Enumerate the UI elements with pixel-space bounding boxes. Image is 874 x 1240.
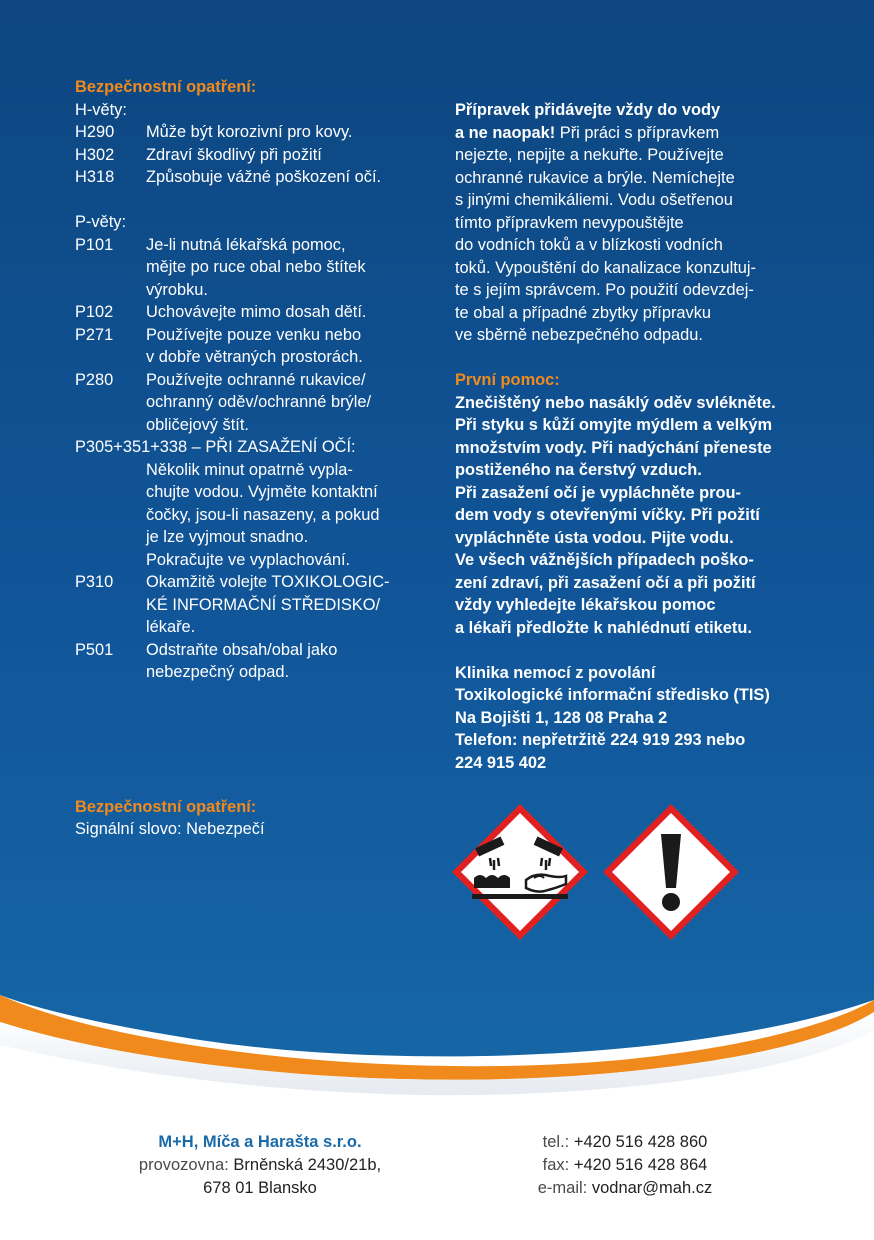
statement-line: lékaře.	[146, 618, 196, 636]
first-aid-line: množstvím vody. Při nadýchání přeneste	[455, 438, 772, 457]
statement-line: výrobku.	[146, 280, 208, 299]
statement-code: P280	[75, 370, 114, 389]
p-statements-list	[75, 234, 435, 437]
statement-text	[146, 121, 435, 144]
p305-header: P305+351+338 – PŘI ZASAŽENÍ OČÍ:	[75, 438, 356, 456]
email-line	[480, 1177, 770, 1200]
statement-code: P310	[75, 573, 114, 591]
p305-line: je lze vyjmout snadno.	[146, 528, 309, 546]
right-column	[455, 99, 825, 774]
statement-code: P271	[75, 325, 114, 344]
intro-lines	[455, 144, 825, 347]
intro-line: te s jejím správcem. Po použití odevzdej-	[455, 281, 754, 299]
safety-heading: Bezpečnostní opatření:	[75, 78, 257, 96]
statement-code: H290	[75, 123, 115, 141]
statement-code: H302	[75, 145, 115, 164]
first-aid-line: zení zdraví, při zasažení očí a při požití	[455, 573, 756, 592]
statement-line: Používejte ochranné rukavice/	[146, 370, 366, 389]
statement-line: ochranný oděv/ochranné brýle/	[146, 393, 372, 411]
first-aid-heading: První pomoc:	[455, 371, 560, 389]
intro-line: s jinými chemikáliemi. Vodu ošetřenou	[455, 191, 733, 209]
plant-line	[95, 1154, 425, 1177]
statement-code: P101	[75, 235, 114, 254]
p305-text	[75, 459, 435, 572]
contact-line: Toxikologické informační středisko (TIS)	[455, 686, 770, 704]
intro-line: ochranné rukavice a brýle. Nemíchejte	[455, 168, 735, 187]
first-aid-line: Ve všech vážnějších případech poško-	[455, 551, 754, 569]
footer-company	[95, 1131, 425, 1200]
plant-address: Brněnská 2430/21b,	[233, 1156, 382, 1174]
fax-label: fax:	[542, 1156, 574, 1174]
statement-row	[75, 121, 435, 144]
statement-line: Způsobuje vážné poškození očí.	[146, 168, 382, 186]
p-statements-list-2	[75, 571, 435, 684]
statement-line: obličejový štít.	[146, 415, 249, 434]
p-statements-title: P-věty:	[75, 213, 127, 231]
statement-row	[75, 144, 435, 167]
p305-line: čočky, jsou-li nasazeny, a pokud	[146, 505, 380, 524]
statement-text	[146, 166, 435, 189]
fax-line	[480, 1154, 770, 1177]
first-aid-line: postiženého na čerstvý vzduch.	[455, 461, 702, 479]
safety-heading-2: Bezpečnostní opatření:	[75, 797, 257, 816]
statement-text	[146, 324, 435, 369]
statement-line: Uchovávejte mimo dosah dětí.	[146, 303, 367, 321]
contact-line: Telefon: nepřetržitě 224 919 293 nebo	[455, 731, 746, 749]
statement-row	[75, 301, 435, 324]
footer-contact	[480, 1131, 770, 1200]
tel-number: +420 516 428 860	[573, 1133, 708, 1151]
contact-block	[455, 662, 825, 775]
first-aid-line: vždy vyhledejte lékařskou pomoc	[455, 596, 716, 614]
left-column	[75, 76, 435, 841]
first-aid-text	[455, 392, 825, 640]
statement-line: Zdraví škodlivý při požití	[146, 145, 322, 164]
corrosion-pictogram	[452, 804, 588, 940]
first-aid-line: Znečištěný nebo nasáklý oděv svlékněte.	[455, 393, 776, 412]
statement-text	[146, 234, 435, 302]
statement-line: nebezpečný odpad.	[146, 663, 290, 681]
email-label: e-mail:	[537, 1179, 592, 1197]
statement-text	[146, 571, 435, 639]
statement-line: Používejte pouze venku nebo	[146, 325, 362, 344]
contact-line: Na Bojišti 1, 128 08 Praha 2	[455, 708, 668, 727]
p305-line: Pokračujte ve vyplachování.	[146, 550, 351, 569]
statement-text	[146, 369, 435, 437]
statement-row	[75, 166, 435, 189]
statement-row	[75, 324, 435, 369]
statement-row	[75, 234, 435, 302]
exclamation-pictogram	[603, 804, 739, 940]
intro-bold-line-1: Přípravek přidávejte vždy do vody	[455, 101, 721, 119]
intro-line: toků. Vypouštění do kanalizace konzultuj-	[455, 258, 756, 277]
fax-number: +420 516 428 864	[573, 1156, 708, 1174]
statement-row	[75, 571, 435, 639]
contact-line: Klinika nemocí z povolání	[455, 663, 656, 682]
h-statements-list	[75, 121, 435, 189]
statement-text	[146, 639, 435, 684]
first-aid-line: vypláchněte ústa vodou. Pijte vodu.	[455, 528, 734, 547]
hazard-pictograms	[450, 801, 742, 943]
statement-text	[146, 144, 435, 167]
statement-text	[146, 301, 435, 324]
intro-line: nejezte, nepijte a nekuřte. Používejte	[455, 146, 724, 164]
statement-row	[75, 369, 435, 437]
plant-label: provozovna:	[138, 1156, 234, 1174]
signal-word: Signální slovo: Nebezpečí	[75, 820, 265, 838]
statement-code: H318	[75, 168, 115, 186]
intro-line: do vodních toků a v blízkosti vodních	[455, 236, 723, 254]
statement-code: P501	[75, 640, 114, 659]
company-name: M+H, Míča a Harašta s.r.o.	[158, 1133, 362, 1151]
h-statements-title: H-věty:	[75, 100, 127, 119]
intro-line-2	[455, 122, 825, 145]
first-aid-line: Při zasažení očí je vypláchněte prou-	[455, 483, 742, 502]
first-aid-line: a lékaři předložte k nahlédnutí etiketu.	[455, 618, 752, 637]
intro-line: tímto přípravkem nevypouštějte	[455, 213, 684, 232]
first-aid-line: dem vody s otevřenými víčky. Při požití	[455, 506, 760, 524]
statement-line: v dobře větraných prostorách.	[146, 348, 363, 366]
tel-line	[480, 1131, 770, 1154]
city: 678 01 Blansko	[203, 1179, 317, 1197]
statement-code: P102	[75, 303, 114, 321]
p305-line: chujte vodou. Vyjměte kontaktní	[146, 483, 378, 501]
intro-line: te obal a případné zbytky přípravku	[455, 303, 712, 322]
intro-paragraph	[455, 99, 825, 347]
intro-line: ve sběrně nebezpečného odpadu.	[455, 326, 703, 344]
intro-rest: Při práci s přípravkem	[555, 123, 720, 142]
contact-line: 224 915 402	[455, 753, 547, 772]
statement-line: Je-li nutná lékařská pomoc,	[146, 235, 346, 254]
first-aid-line: Při styku s kůží omyjte mýdlem a velkým	[455, 416, 773, 434]
statement-row	[75, 639, 435, 684]
p305-line: Několik minut opatrně vypla-	[146, 460, 353, 479]
tel-label: tel.:	[542, 1133, 574, 1151]
statement-line: Může být korozivní pro kovy.	[146, 123, 353, 141]
statement-line: Okamžitě volejte TOXIKOLOGIC-	[146, 573, 390, 591]
statement-line: KÉ INFORMAČNÍ STŘEDISKO/	[146, 595, 381, 614]
intro-bold-line-2: a ne naopak!	[455, 123, 556, 142]
statement-line: Odstraňte obsah/obal jako	[146, 640, 338, 659]
statement-line: mějte po ruce obal nebo štítek	[146, 258, 366, 276]
email-address: vodnar@mah.cz	[591, 1179, 713, 1197]
